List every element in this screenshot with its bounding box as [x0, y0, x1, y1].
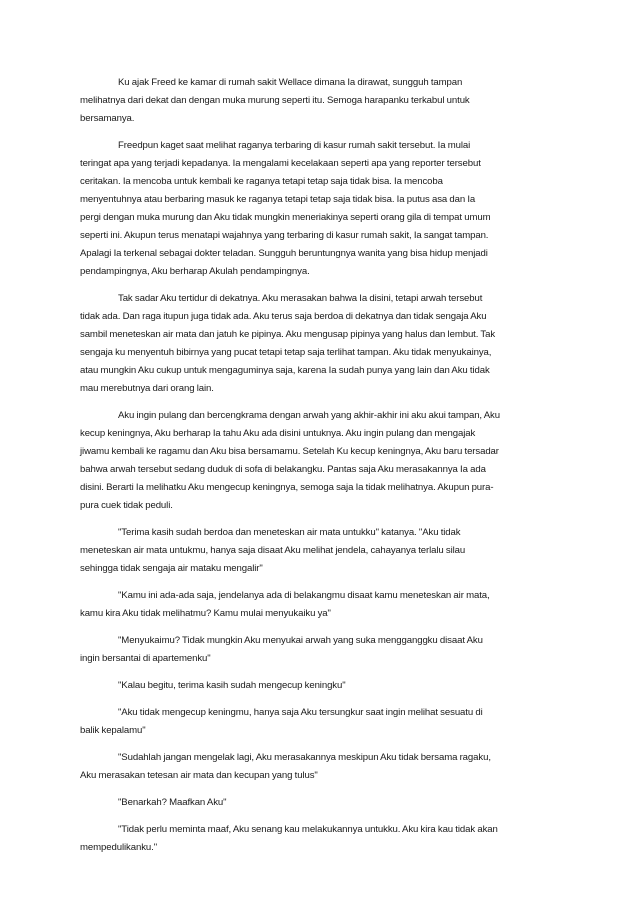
- text-line: tidak ada. Dan raga itupun juga tidak ada. Aku terus saja berdoa di dekatnya dan tidak sengaja Aku: [80, 311, 487, 322]
- paragraph-2: [80, 137, 560, 281]
- text-line: "Aku tidak mengecup keningmu, hanya saja Aku tersungkur saat ingin melihat sesuatu di: [118, 707, 483, 718]
- text-line: pendampingnya, Aku berharap Akulah pendampingnya.: [80, 266, 310, 277]
- text-line: "Sudahlah jangan mengelak lagi, Aku merasakannya meskipun Aku tidak bersama ragaku,: [118, 752, 491, 763]
- text-line: sehingga tidak sengaja air mataku mengalir": [80, 563, 263, 574]
- text-line: Tak sadar Aku tertidur di dekatnya. Aku merasakan bahwa Ia disini, tetapi arwah tersebut: [118, 293, 483, 304]
- text-line: teringat apa yang terjadi kepadanya. Ia mengalami kecelakaan seperti apa yang reporter tersebut: [80, 158, 481, 169]
- text-line: jiwamu kembali ke ragamu dan Aku bisa bersamamu. Setelah Ku kecup keningnya, Aku baru tersadar: [80, 446, 499, 457]
- text-line: menyentuhnya atau berbaring masuk ke raganya tetapi tetap saja tidak bisa. Ia putus asa dan Ia: [80, 194, 476, 205]
- text-line: Ku ajak Freed ke kamar di rumah sakit Wellace dimana Ia dirawat, sungguh tampan: [118, 77, 463, 88]
- text-line: Freedpun kaget saat melihat raganya terbaring di kasur rumah sakit tersebut. Ia mulai: [118, 140, 471, 151]
- paragraph-5: [80, 524, 560, 578]
- text-line: sengaja ku menyentuh bibirnya yang pucat tetapi tetap saja terlihat tampan. Aku tidak menyukainya,: [80, 347, 492, 358]
- text-line: Aku ingin pulang dan bercengkrama dengan arwah yang akhir-akhir ini aku akui tampan, Aku: [118, 410, 500, 421]
- text-line: bahwa arwah tersebut sedang duduk di sofa di belakangku. Pantas saja Aku merasakannya Ia ada: [80, 464, 486, 475]
- paragraph-9: [80, 704, 560, 740]
- text-line: Apalagi Ia terkenal sebagai dokter teladan. Sungguh beruntungnya wanita yang bisa hidup menjadi: [80, 248, 488, 259]
- text-line: sambil meneteskan air mata dan jatuh ke pipinya. Aku mengusap pipinya yang halus dan lembut. Tak: [80, 329, 496, 340]
- text-line: mempedulikanku.": [80, 842, 157, 853]
- text-line: seperti ini. Akupun terus menatapi wajahnya yang terbaring di kasur rumah sakit, Ia sangat tampan.: [80, 230, 489, 241]
- paragraph-3: [80, 290, 560, 398]
- paragraph-7: [80, 632, 560, 668]
- text-line: "Kalau begitu, terima kasih sudah mengecup keningku": [118, 680, 346, 691]
- text-line: kamu kira Aku tidak melihatmu? Kamu mulai menyukaiku ya": [80, 608, 331, 619]
- document-body: [80, 74, 560, 866]
- text-line: "Kamu ini ada-ada saja, jendelanya ada di belakangmu disaat kamu meneteskan air mata,: [118, 590, 490, 601]
- text-line: atau mungkin Aku cukup untuk mengaguminya saja, karena Ia sudah punya yang lain dan Aku tidak: [80, 365, 490, 376]
- text-line: "Benarkah? Maafkan Aku": [118, 797, 227, 808]
- paragraph-1: [80, 74, 560, 128]
- text-line: "Tidak perlu meminta maaf, Aku senang kau melakukannya untukku. Aku kira kau tidak akan: [118, 824, 498, 835]
- text-line: ceritakan. Ia mencoba untuk kembali ke raganya tetapi tetap saja tidak bisa. Ia mencoba: [80, 176, 443, 187]
- text-line: Aku merasakan tetesan air mata dan kecupan yang tulus": [80, 770, 318, 781]
- text-line: mau merebutnya dari orang lain.: [80, 383, 214, 394]
- text-line: "Terima kasih sudah berdoa dan meneteskan air mata untukku" katanya. "Aku tidak: [118, 527, 461, 538]
- paragraph-12: [80, 821, 560, 857]
- text-line: "Menyukaimu? Tidak mungkin Aku menyukai arwah yang suka mengganggku disaat Aku: [118, 635, 483, 646]
- paragraph-4: [80, 407, 560, 515]
- paragraph-8: [80, 677, 560, 695]
- paragraph-10: [80, 749, 560, 785]
- text-line: balik kepalamu": [80, 725, 146, 736]
- text-line: disini. Berarti Ia melihatku Aku mengecup keningnya, semoga saja Ia tidak melihatnya. Akupun pura-: [80, 482, 494, 493]
- paragraph-6: [80, 587, 560, 623]
- text-line: ingin bersantai di apartemenku": [80, 653, 211, 664]
- text-line: meneteskan air mata untukmu, hanya saja disaat Aku melihat jendela, cahayanya terlalu silau: [80, 545, 466, 556]
- text-line: bersamanya.: [80, 113, 135, 124]
- text-line: pura cuek tidak peduli.: [80, 500, 173, 511]
- text-line: pergi dengan muka murung dan Aku tidak mungkin meneriakinya seperti orang gila di tempat umum: [80, 212, 491, 223]
- paragraph-11: [80, 794, 560, 812]
- text-line: kecup keningnya, Aku berharap Ia tahu Aku ada disini untuknya. Aku ingin pulang dan mengajak: [80, 428, 476, 439]
- text-line: melihatnya dari dekat dan dengan muka murung seperti itu. Semoga harapanku terkabul untuk: [80, 95, 470, 106]
